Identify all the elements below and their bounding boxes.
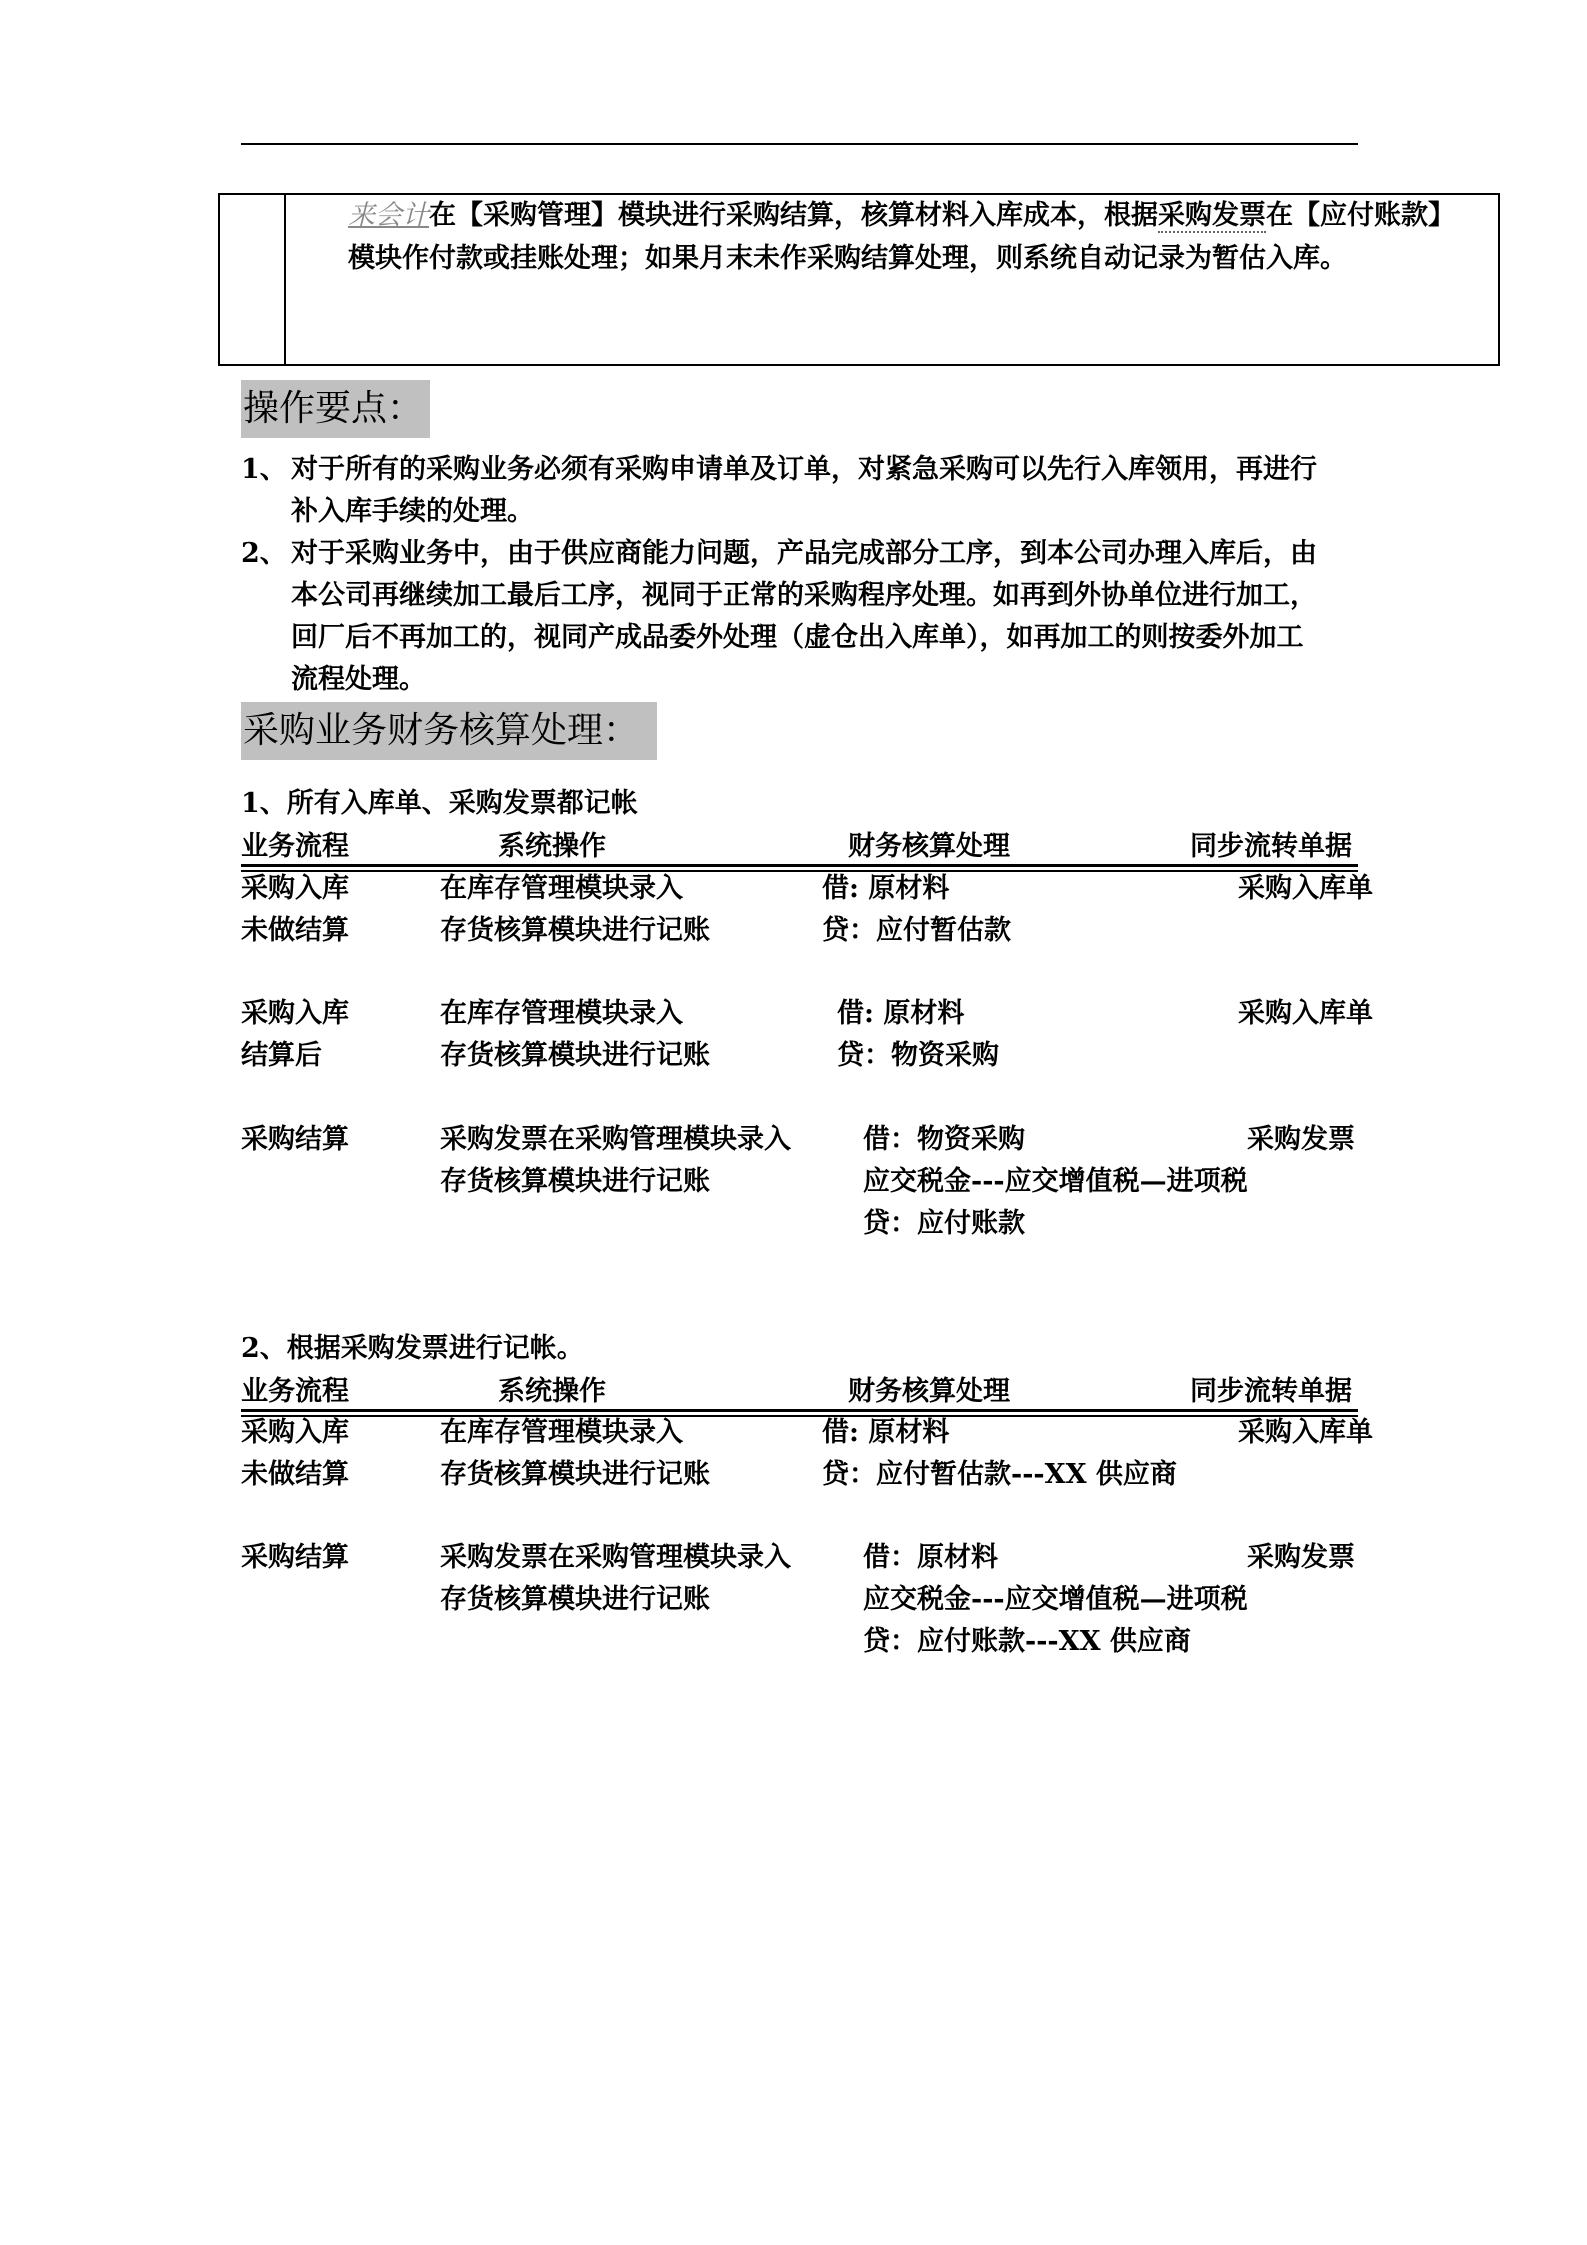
header-double-rule — [241, 864, 1358, 867]
table-cell: 采购发票在采购管理模块录入 — [440, 1542, 791, 1573]
table-cell: 借: 原材料 — [837, 998, 965, 1029]
table-cell: 存货核算模块进行记账 — [440, 1459, 710, 1490]
section-title: 2、根据采购发票进行记帐。 — [241, 1333, 584, 1364]
table-cell: 结算后 — [241, 1040, 322, 1071]
header-double-rule — [241, 870, 1358, 872]
table-cell: 借: 原材料 — [822, 1417, 950, 1448]
cell-divider — [284, 195, 286, 364]
table-cell: 在库存管理模块录入 — [440, 873, 683, 904]
intro-line-2: 模块作付款或挂账处理；如果月末未作采购结算处理，则系统自动记录为暂估入库。 — [348, 243, 1347, 274]
column-header: 业务流程 — [241, 1376, 349, 1407]
ops-item-line: 对于采购业务中，由于供应商能力问题，产品完成部分工序，到本公司办理入库后，由 — [291, 538, 1317, 569]
table-cell: 借: 原材料 — [822, 873, 950, 904]
table-cell: 采购发票 — [1247, 1124, 1355, 1155]
table-cell: 采购入库 — [241, 1417, 349, 1448]
table-cell: 存货核算模块进行记账 — [440, 1584, 710, 1615]
header-double-rule — [241, 1415, 1358, 1417]
table-cell: 应交税金---应交增值税—进项税 — [863, 1584, 1248, 1615]
header-double-rule — [241, 1409, 1358, 1412]
intro-text: 在【应付账款】 — [1266, 200, 1455, 231]
ops-heading: 操作要点： — [241, 380, 430, 438]
table-cell: 借：物资采购 — [863, 1124, 1025, 1155]
table-cell: 采购入库 — [241, 873, 349, 904]
table-cell: 在库存管理模块录入 — [440, 1417, 683, 1448]
section-title: 1、所有入库单、采购发票都记帐 — [241, 788, 638, 819]
table-cell: 存货核算模块进行记账 — [440, 1040, 710, 1071]
table-cell: 存货核算模块进行记账 — [440, 1166, 710, 1197]
column-header: 财务核算处理 — [848, 1376, 1010, 1407]
column-header: 财务核算处理 — [848, 831, 1010, 862]
ops-item-line: 回厂后不再加工的，视同产成品委外处理（虚仓出入库单），如再加工的则按委外加工 — [291, 622, 1304, 653]
intro-line-1 — [348, 199, 1455, 233]
ops-item-number: 1、 — [241, 454, 287, 485]
ops-item-line: 对于所有的采购业务必须有采购申请单及订单，对紧急采购可以先行入库领用，再进行 — [291, 454, 1317, 485]
intro-text-marked: 采购发票 — [1158, 200, 1266, 231]
table-cell: 采购入库 — [241, 998, 349, 1029]
intro-text: 在【采购管理】模块进行采购结算，核算材料入库成本，根据 — [429, 200, 1158, 231]
ops-item-line: 补入库手续的处理。 — [291, 496, 534, 527]
table-cell: 贷：应付暂估款 — [822, 915, 1011, 946]
table-cell: 采购发票 — [1247, 1542, 1355, 1573]
table-cell: 采购结算 — [241, 1542, 349, 1573]
column-header: 同步流转单据 — [1190, 831, 1352, 862]
table-cell: 贷：应付暂估款---XX 供应商 — [822, 1459, 1177, 1490]
table-cell: 应交税金---应交增值税—进项税 — [863, 1166, 1248, 1197]
table-cell: 采购入库单 — [1238, 873, 1373, 904]
deleted-text: 来会计 — [348, 200, 429, 231]
table-cell: 贷：物资采购 — [837, 1040, 999, 1071]
table-cell: 未做结算 — [241, 1459, 349, 1490]
table-cell: 存货核算模块进行记账 — [440, 915, 710, 946]
table-cell: 借：原材料 — [863, 1542, 998, 1573]
table-cell: 未做结算 — [241, 915, 349, 946]
ops-item-line: 本公司再继续加工最后工序，视同于正常的采购程序处理。如再到外协单位进行加工， — [291, 580, 1317, 611]
table-cell: 在库存管理模块录入 — [440, 998, 683, 1029]
table-cell: 采购结算 — [241, 1124, 349, 1155]
table-cell: 采购发票在采购管理模块录入 — [440, 1124, 791, 1155]
table-cell: 贷：应付账款---XX 供应商 — [863, 1626, 1191, 1657]
table-cell: 采购入库单 — [1238, 1417, 1373, 1448]
column-header: 系统操作 — [498, 1376, 606, 1407]
table-cell: 贷：应付账款 — [863, 1208, 1025, 1239]
ops-item-line: 流程处理。 — [291, 664, 426, 695]
accounting-heading: 采购业务财务核算处理： — [241, 702, 657, 760]
ops-item-number: 2、 — [241, 538, 287, 569]
header-rule — [241, 143, 1358, 145]
column-header: 业务流程 — [241, 831, 349, 862]
column-header: 系统操作 — [498, 831, 606, 862]
column-header: 同步流转单据 — [1190, 1376, 1352, 1407]
table-cell: 采购入库单 — [1238, 998, 1373, 1029]
